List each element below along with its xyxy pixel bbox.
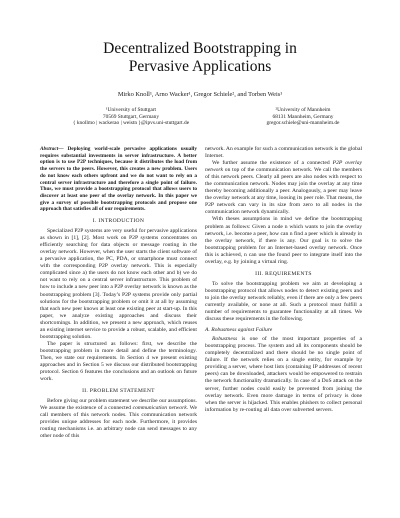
section-heading-requirements: III. REQUIREMENTS [255,270,312,277]
text-run: is one of the most important properties of a bootstrapping process. The system and all its components should be completely decentralized and there should be no single point of failure. If the network relies on a single entity, for example by providing a server, where host lists (containing IP addresses of recent peers) can be downloaded, attackers would be empowered to restrain the network functionality dramatically. In case of a DoS attack on the server, further nodes could easily be prevented from joining the overlay network. Even more damage in terms of privacy is done when the server is hijacked. This enables phishers to collect personal information by re-routing all data over subverted servers. [205,336,362,413]
problem-statement-paragraph [40,398,197,440]
abstract [40,146,197,213]
section-heading-introduction: I. INTRODUCTION [92,218,145,225]
introduction-paragraph-2: The paper is structured as follows: first, we describe the bootstrapping problem in more detail and define the terminology. Then, we state our requirements. In Section 4 we present existing approaches and in Section 5 we discuss our distributed bootstrapping protocol. Section 6 features the conclusions and an outlook on future work. [40,340,197,383]
affiliation-address: 68131 Mannheim, Germany [272,113,334,120]
emphasis: communication network [132,405,187,412]
text-run: . We call members of this network nodes. This communication network provides unique addresses for each node. Furthermore, it provides routing mechanisms i.e. an arbitrary node can send messages to any other node of this [40,405,197,440]
abstract-text: — Deploying world-scale pervasive applications usually requires substantial investments in server infrastructure. A better option is to use P2P techniques, because it distributes the load from the servers to the peers. However, this creates a new problem. Users do not know each others upfront and we do not want to rely on a central server infrastructure and therefore a single point of failure. Thus, we must provide a bootstrapping protocol that allows users to discover at least one peer of the overlay network. In this paper we give a survey of possible bootstrapping protocols and propose one approach that satisfies all of our requirements. [40,146,197,213]
affiliation-mannheim [232,107,374,127]
author-list: Mirko Knoll¹, Arno Wacker¹, Gregor Schiele², and Torben Weis¹ [117,91,283,98]
text-run: Before giving our problem statement we describe our assumptions. We assume the existence of a connected [40,398,197,412]
affiliation-email: { knollmo | wackerao | weistn }@ipvs.uni-stuttgart.de [72,120,190,127]
title-line-2: Pervasive Applications [128,58,272,75]
emphasis: P2P overlay network [205,160,362,174]
right-column [205,146,362,414]
overlay-assumption-paragraph [205,160,362,216]
affiliation-name: ¹University of Stuttgart [105,107,157,113]
affiliation-stuttgart [60,107,202,127]
subsection-heading-robustness: A. Robustness against Failure [205,327,273,334]
abstract-label: Abstract [40,146,59,152]
left-column [40,146,197,440]
robustness-paragraph [205,336,362,414]
introduction-paragraph-1: Specialized P2P systems are very useful for pervasive applications as shown in [1], [2]. Most work on P2P systems concentrates on efficiently searching for data objects or message routing in the overlay network. However, when the user starts the client software of a pervasive application, the PC, PDA, or smartphone must connect with the corresponding P2P overlay network. This is especially complicated since a) the users do not know each other and b) we do not want to rely on a central server infrastructure. This problem of how to include a new peer into a P2P overlay network is known as the bootstrapping problem [3]. Today’s P2P systems provide only partial solutions for the bootstrapping problem or omit it at all by assuming that each new peer knows at least one existing peer at start-up. In this paper, we analyze existing approaches and discuss their shortcomings. In addition, we present a new approach, which reuses an existing internet service to provide a robust, scalable, and efficient bootstrapping solution. [40,228,198,340]
affiliation-address: 70569 Stuttgart, Germany [102,113,160,120]
title-line-1: Decentralized Bootstrapping in [103,40,297,57]
problem-statement-continued: network. An example for such a communication network is the global Internet. [205,146,362,160]
text-run: on top of the communication network. We call the members of this network peers. Clearly all peers are also nodes with respect to the communication network. Nodes may join the overlay at any time thereby becoming additionally a peer. Analogously, a peer may leave the overlay network at any time, loosing its peer role. That means, the P2P network can vary in its size from zero to all nodes in the communication network dynamically. [205,167,362,216]
affiliation-email: gregor.schiele@uni-mannheim.de [266,120,340,127]
text-run: We further assume the existence of a connected [212,160,333,167]
requirements-paragraph: To solve the bootstrapping problem we aim at developing a bootstrapping protocol that allows nodes to detect existing peers and to join the overlay network reliably, even if there are only a few peers currently available, or none at all. Such a protocol must fulfill a number of requirements to guarantee functionality at all times. We discuss these requirements in the following. [205,280,362,323]
section-heading-problem-statement: II. PROBLEM STATEMENT [82,388,155,395]
affiliation-name: ²University of Mannheim [275,107,331,113]
emphasis: Robustness [212,336,238,343]
problem-definition-paragraph: With theses assumptions in mind we define the bootstrapping problem as follows: Given a node n which wants to join the overlay network, i.e. become a peer, how can n find a peer which is already in the overlay network, if there is any. Our goal is to solve the bootstrapping problem for an Internet-based overlay network. Once this is achieved, n can use the found peer to integrate itself into the overlay, e.g. by joining a virtual ring. [205,216,362,265]
paper-title [0,40,400,76]
